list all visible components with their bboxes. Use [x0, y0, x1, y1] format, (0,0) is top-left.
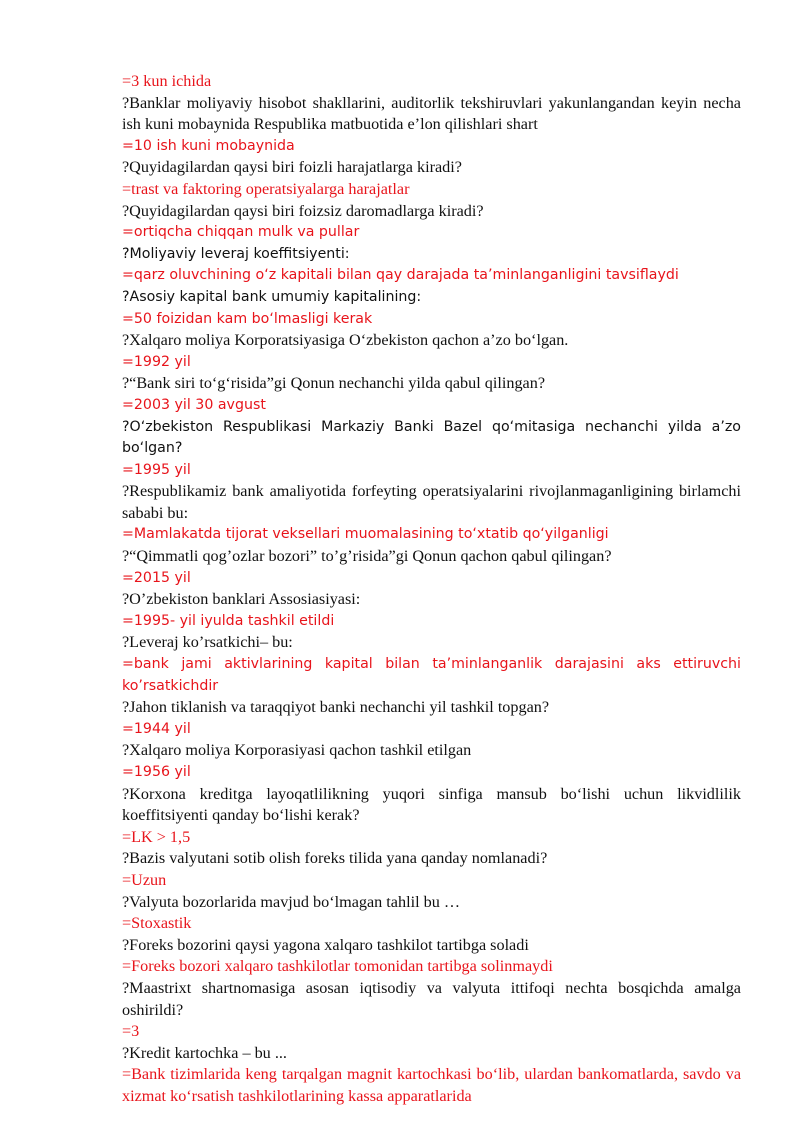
- answer-text: =1944 yil: [122, 720, 191, 737]
- answer-text: =2015 yil: [122, 569, 191, 586]
- answer-text: =ortiqcha chiqqan mulk va pullar: [122, 224, 360, 241]
- question-text: ?Maastrixt shartnomasiga asosan iqtisodiy va valyuta ittifoqi nechta bosqichda amalga oshirildi?: [122, 978, 741, 1019]
- question-text: ?“Qimmatli qog’ozlar bozori” to’g’risida”gi Qonun qachon qabul qilingan?: [122, 547, 612, 566]
- question-text: ?Foreks bozorini qaysi yagona xalqaro tashkilot tartibga soladi: [122, 935, 529, 954]
- question-text: ?“Bank siri to‘g‘risida”gi Qonun nechanchi yilda qabul qilingan?: [122, 374, 546, 393]
- question-text: ?Xalqaro moliya Korporasiyasi qachon tashkil etilgan: [122, 741, 472, 760]
- answer-text: =bank jami aktivlarining kapital bilan ta’minlanganlik darajasini aks ettiruvchi ko’rsatkichdir: [122, 656, 741, 694]
- answer-text: =2003 yil 30 avgust: [122, 396, 266, 413]
- answer-text: =trast va faktoring operatsiyalarga harajatlar: [122, 179, 410, 198]
- question-text: ?Jahon tiklanish va taraqqiyot banki nechanchi yil tashkil topgan?: [122, 698, 550, 717]
- question-text: ?Quyidagilardan qaysi biri foizli harajatlarga kiradi?: [122, 158, 462, 177]
- question-text: ?Kredit kartochka – bu ...: [122, 1043, 287, 1062]
- answer-text: =10 ish kuni mobaynida: [122, 137, 295, 154]
- document-page: [122, 71, 741, 1108]
- answer-text: =qarz oluvchining o‘z kapitali bilan qay darajada ta’minlanganligini tavsiflaydi: [122, 267, 679, 284]
- answer-text: =3 kun ichida: [122, 72, 212, 90]
- question-text: ?Asosiy kapital bank umumiy kapitalining:: [122, 288, 422, 305]
- question-text: ?Valyuta bozorlarida mavjud bo‘lmagan tahlil bu …: [122, 892, 461, 911]
- question-text: ?Xalqaro moliya Korporatsiyasiga O‘zbekiston qachon a’zo bo‘lgan.: [122, 331, 569, 350]
- answer-text: =50 foizidan kam bo‘lmasligi kerak: [122, 310, 373, 327]
- question-text: ?Bazis valyutani sotib olish foreks tilida yana qanday nomlanadi?: [122, 849, 548, 868]
- question-text: ?O‘zbekiston Respublikasi Markaziy Banki Bazel qo‘mitasiga nechanchi yilda a’zo bo‘lgan?: [122, 418, 741, 457]
- answer-text: =Uzun: [122, 870, 167, 889]
- answer-text: =1992 yil: [122, 353, 191, 370]
- question-text: ?Leveraj ko’rsatkichi– bu:: [122, 633, 293, 652]
- answer-text: =Stoxastik: [122, 914, 192, 933]
- answer-text: =Mamlakatda tijorat veksellari muomalasining to‘xtatib qo‘yilganligi: [122, 526, 609, 543]
- question-text: ?Korxona kreditga layoqatlilikning yuqori sinfiga mansub bo‘lishi uchun likvidlilik koeffitsiyenti qanday bo‘lishi kerak?: [122, 784, 741, 825]
- answer-text: =LK > 1,5: [122, 827, 191, 846]
- answer-text: =Foreks bozori xalqaro tashkilotlar tomonidan tartibga solinmaydi: [122, 957, 553, 976]
- answer-text: =3: [122, 1022, 140, 1041]
- answer-text: =1995 yil: [122, 461, 191, 478]
- question-text: ?Quyidagilardan qaysi biri foizsiz daromadlarga kiradi?: [122, 201, 484, 220]
- question-text: ?Respublikamiz bank amaliyotida forfeyting operatsiyalarini rivojlanmaganligining birlamchi sababi bu:: [122, 482, 741, 522]
- answer-text: =Bank tizimlarida keng tarqalgan magnit kartochkasi bo‘lib, ulardan bankomatlarda, savdo va xizmat ko‘rsatish tashkilotlarining kassa apparatlarida: [122, 1065, 741, 1105]
- answer-text: =1995- yil iyulda tashkil etildi: [122, 612, 335, 629]
- answer-text: =1956 yil: [122, 764, 191, 780]
- question-text: ?Banklar moliyaviy hisobot shakllarini, auditorlik tekshiruvlari yakunlangandan keyin necha ish kuni mobaynida Respublika matbuotida e’lon qilishlari shart: [122, 93, 741, 134]
- question-text: ?O’zbekiston banklari Assosiasiyasi:: [122, 590, 361, 609]
- question-text: ?Moliyaviy leveraj koeffitsiyenti:: [122, 245, 350, 262]
